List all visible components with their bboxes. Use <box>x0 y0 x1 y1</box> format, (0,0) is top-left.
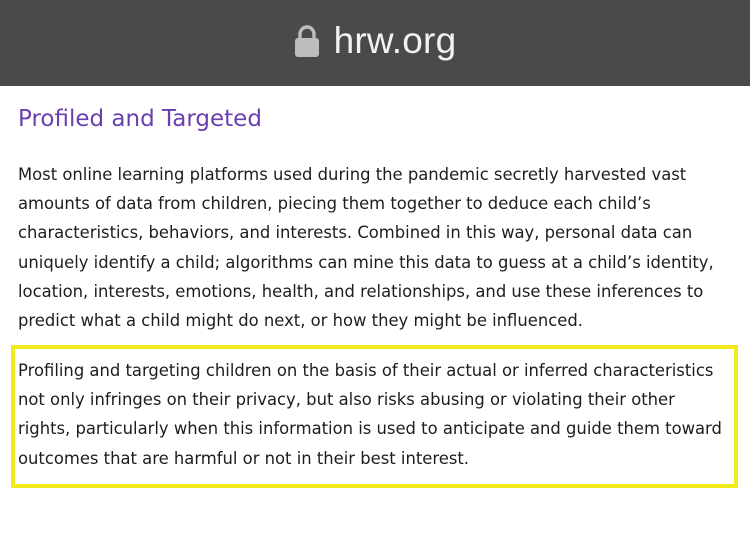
address-bar-content <box>294 20 457 62</box>
lock-icon <box>294 24 320 58</box>
body-paragraph: Most online learning platforms used during the pandemic secretly harvested vast amounts of data from children, piecing them together to deduce each child’s characteristics, behaviors, and interests. Combined in this way, personal data can uniquely identify a child; algorithms can mine this data to guess at a child’s identity, location, interests, emotions, health, and relationships, and use these inferences to predict what a child might do next, or how they might be influenced. <box>18 165 714 331</box>
url-text: hrw.org <box>333 20 457 61</box>
address-bar[interactable] <box>0 0 750 86</box>
highlighted-paragraph: Profiling and targeting children on the basis of their actual or inferred characteristics not only infringes on their privacy, but also risks abusing or violating their other rights, particularly when this information is used to anticipate and guide them toward outcomes that are harmful or not in their best interest. <box>18 361 722 468</box>
section-heading: Profiled and Targeted <box>18 106 262 132</box>
